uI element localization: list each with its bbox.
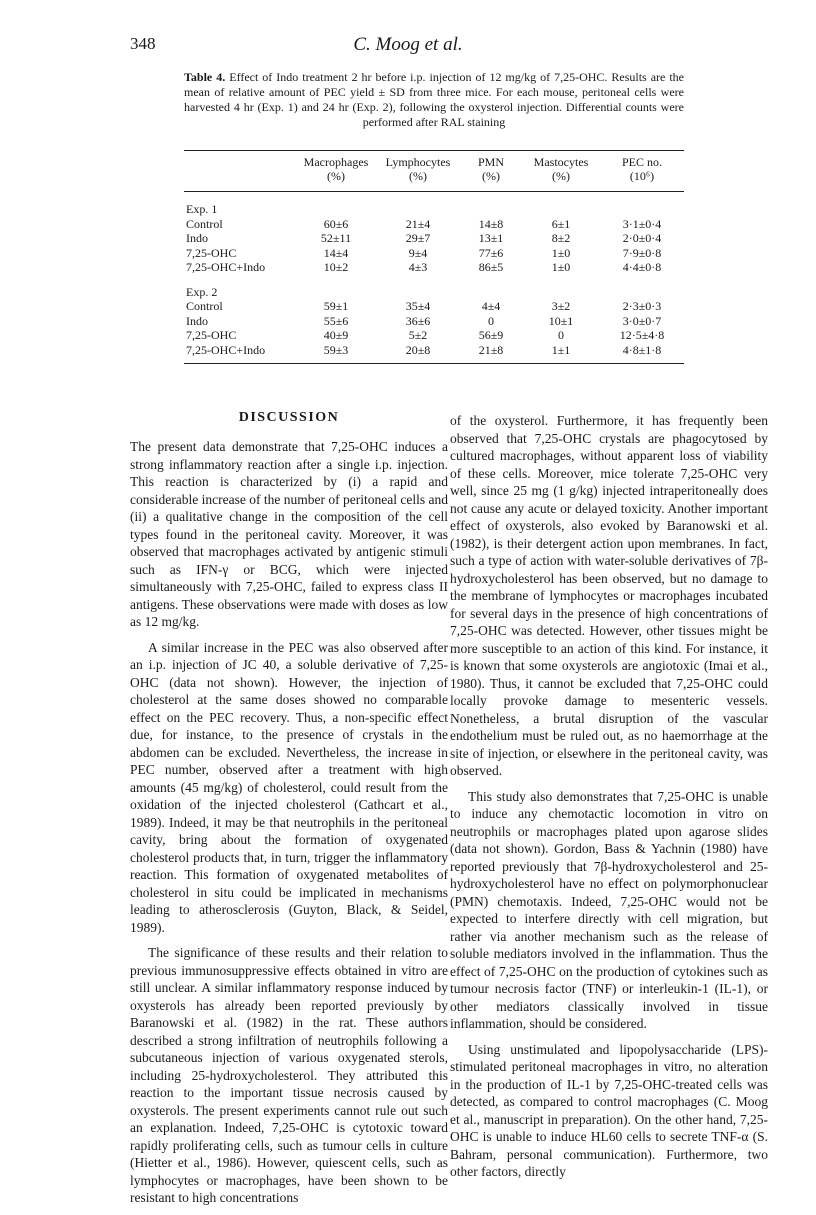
table-caption-text: Effect of Indo treatment 2 hr before i.p. injection of 12 mg/kg of 7,25-OHC. Results are the mean of relative amount of PEC yield ± SD from three mice. For each mouse, peritoneal cells were harvested 4 hr (Exp. 1) and 24 hr (Exp. 2), following the oxysterol injection. Differential counts were performed after RAL staining [184, 70, 685, 129]
table-row: 7,25-OHC+Indo 59±3 20±8 21±8 1±1 4·8±1·8 [186, 342, 662, 357]
running-head: C. Moog et al. [353, 34, 463, 55]
paragraph: This study also demonstrates that 7,25-OHC is unable to induce any chemotactic locomotion in vitro on neutrophils or macrophages plated upon agarose slides (data not shown). Gordon, Bass & Yachnin (1980) have reported previously that 7β-hydroxycholesterol and 25-hydroxycholesterol have no effect on polymorphonuclear (PMN) chemotaxis. Indeed, 7,25-OHC would not be expected to interfere directly with cell migration, but rather via another mechanism such as the release of soluble mediators involved in the inflammation. Thus the effect of 7,25-OHC on the production of cytokines such as tumour necrosis factor (TNF) or interleukin-1 (IL-1), or other mediators classically involved in tissue inflammation, should be considered. [450, 788, 768, 1031]
group-header-row: Exp. 1 [186, 202, 218, 216]
group-header-row: Exp. 2 [186, 284, 218, 299]
column-header: Macrophages (%) [303, 155, 369, 183]
table-caption-label: Table 4. [184, 70, 226, 84]
table-caption [184, 70, 684, 130]
paragraph: Using unstimulated and lipopolysaccharide (LPS)-stimulated peritoneal macrophages in vitro, no alteration in the production of IL-1 by 7,25-OHC-treated cells was detected, as compared to control macrophages (C. Moog et al., manuscript in preparation). On the other hand, 7,25-OHC is unable to induce HL60 cells to secrete TNF-α (S. Bahram, personal communication). Furthermore, two other factors, directly [450, 1041, 768, 1179]
column-header: Mastocytes (%) [533, 155, 589, 183]
table-row: 7,25-OHC 40±9 5±2 56±9 0 12·5±4·8 [186, 328, 665, 342]
page-header [0, 34, 816, 58]
page-number: 348 [130, 34, 156, 53]
table-row: Indo 55±6 36±6 0 10±1 3·0±0·7 [186, 313, 662, 328]
paragraph: The significance of these results and their relation to previous immunosuppressive effects obtained in vitro are still unclear. A similar inflammatory response induced by oxysterols has already been reported previously by Baranowski et al. (1982) in the rat. These authors described a strong infiltration of neutrophils following a subcutaneous injection of various oxygenated sterols, including 25-hydroxycholesterol. They attributed this reaction to the important tissue necrosis caused by oxysterols. The present experiments cannot rule out such an explanation. Indeed, 7,25-OHC is cytotoxic toward rapidly proliferating cells, such as tumour cells in culture (Hietter et al., 1986). However, quiescent cells, such as lymphocytes or macrophages, have been shown to be resistant to high concentrations [130, 945, 448, 1205]
results-table [184, 150, 684, 364]
table-row: 7,25-OHC 14±4 9±4 77±6 1±0 7·9±0·8 [186, 245, 662, 260]
section-title: DISCUSSION [238, 410, 340, 425]
table-header-blank [184, 151, 296, 192]
column-header: PMN (%) [477, 155, 504, 183]
paragraph: The present data demonstrate that 7,25-OHC induces a strong inflammatory reaction after a single i.p. injection. This reaction is characterized by (i) a rapid and considerable increase of the number of peritoneal cells and (ii) a qualitative change in the composition of the cell types found in the peritoneal cavity. Moreover, it was observed that macrophages activated by antigenic stimuli such as IFN-γ or BCG, which were injected simultaneously with 7,25-OHC, failed to express class II antigens. These observations were made with doses as low as 12 mg/kg. [130, 439, 448, 629]
table-header-row [184, 151, 684, 192]
table-row: Control 60±6 21±4 14±8 6±1 3·1±0·4 [186, 216, 662, 231]
column-header: Lymphocytes (%) [385, 155, 451, 183]
table-row: 7,25-OHC+Indo 10±2 4±3 86±5 1±0 4·4±0·8 [186, 260, 662, 274]
text-column-right [450, 412, 768, 1189]
paragraph: of the oxysterol. Furthermore, it has frequently been observed that 7,25-OHC crystals are phagocytosed by cultured macrophages, without apparent loss of viability of these cells. Moreover, mice tolerate 7,25-OHC very well, since 25 mg (1 g/kg) injected intraperitoneally does not cause any acute or delayed toxicity. Another important effect of oxysterols, also evoked by Baranowski et al. (1982), is their detergent action upon membranes. In fact, such a type of action with water-soluble derivatives of 7β-hydroxycholesterol has been observed, but no damage to the membrane of lymphocytes or macrophages incubated for several days in the presence of high concentrations of 7,25-OHC was detected. However, other tissues might be more susceptible to an action of this kind. For instance, it is known that some oxysterols are angiotoxic (Imai et al., 1980). Thus, it cannot be excluded that 7,25-OHC could locally provoke damage to mesenteric vessels. Nonetheless, a brutal disruption of the vascular endothelium must be ruled out, as no haemorrhage at the site of injection, or elsewhere in the peritoneal cavity, was observed. [450, 413, 768, 778]
text-column-left [130, 438, 448, 1215]
column-header: PEC no. (10⁶) [621, 155, 662, 183]
paragraph: A similar increase in the PEC was also observed after an i.p. injection of JC 40, a soluble derivative of 7,25-OHC (data not shown). However, the injection of cholesterol at the same doses showed no comparable effect on the PEC recovery. Thus, a non-specific effect due, for instance, to the presence of crystals in the abdomen can be excluded. Nevertheless, the increase in PEC number, observed after a treatment with high amounts (45 mg/kg) of cholesterol, could result from the oxidation of the injected cholesterol (Cathcart et al., 1989). Indeed, it may be that neutrophils in the peritoneal cavity, bring about the formation of oxygenated cholesterol products that, in turn, trigger the inflammatory reaction. This formation of oxygenated metabolites of cholesterol in situ could be implicated in mechanisms leading to atherosclerosis (Guyton, Black, & Seidel, 1989). [130, 639, 448, 935]
table-row: Indo 52±11 29±7 13±1 8±2 2·0±0·4 [186, 231, 662, 245]
table-row: Control 59±1 35±4 4±4 3±2 2·3±0·3 [186, 299, 662, 313]
